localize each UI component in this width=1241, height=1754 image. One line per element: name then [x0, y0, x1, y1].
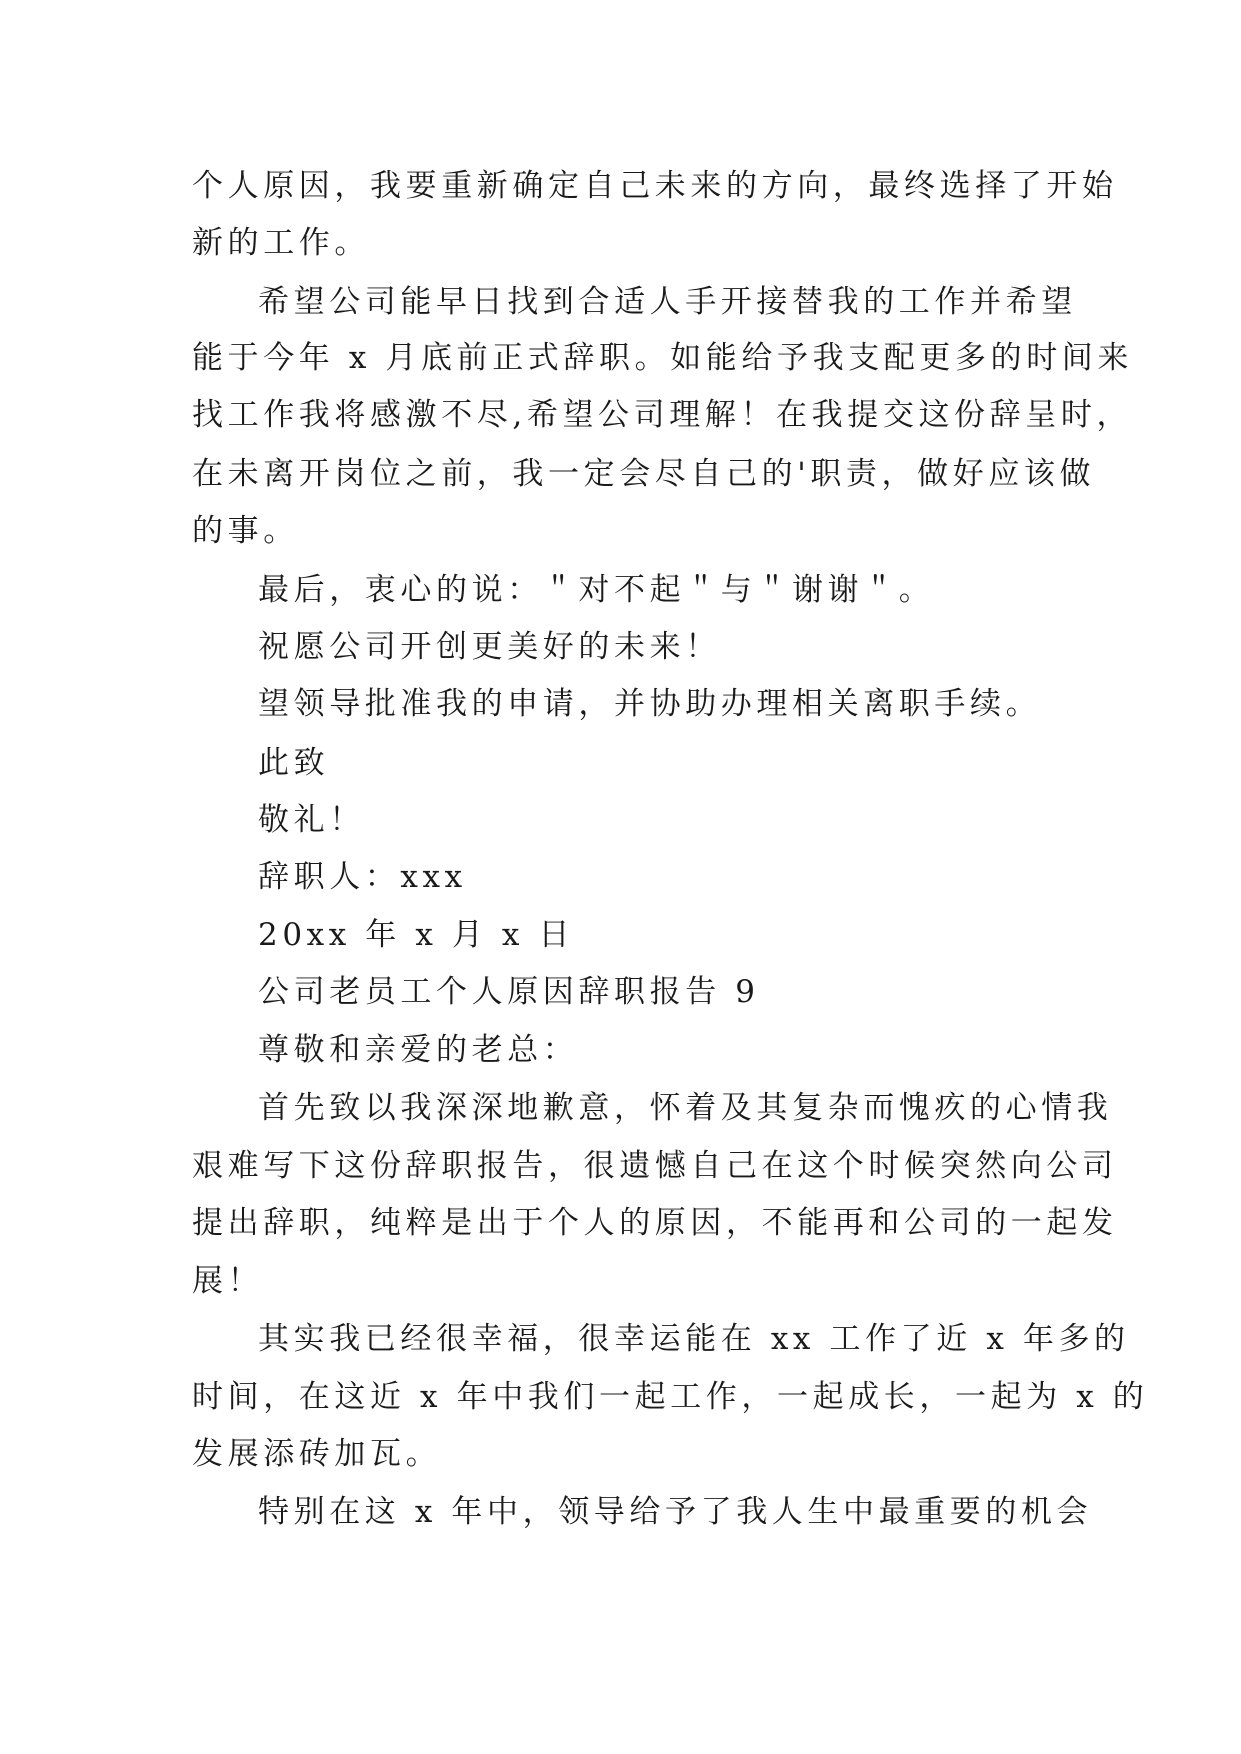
date-line: 20xx 年 x 月 x 日: [258, 917, 575, 953]
section-title: 公司老员工个人原因辞职报告 9: [258, 974, 760, 1010]
text-line: 首先致以我深深地歉意，怀着及其复杂而愧疚的心情我: [258, 1090, 1113, 1126]
salutation: 尊敬和亲爱的老总：: [258, 1032, 579, 1068]
text-line: 个人原因，我要重新确定自己未来的方向，最终选择了开始: [192, 168, 1118, 204]
text-line: 祝愿公司开创更美好的未来！: [258, 629, 721, 665]
text-line: 艰难写下这份辞职报告，很遗憾自己在这个时候突然向公司: [192, 1148, 1118, 1184]
text-line: 发展添砖加瓦。: [192, 1436, 442, 1472]
text-line: 希望公司能早日找到合适人手开接替我的工作并希望: [258, 284, 1077, 320]
text-line: 特别在这 x 年中，领导给予了我人生中最重要的机会: [258, 1494, 1093, 1530]
text-line: 找工作我将感激不尽,希望公司理解！在我提交这份辞呈时，: [192, 397, 1133, 433]
text-line: 时间，在这近 x 年中我们一起工作，一起成长，一起为 x 的: [192, 1379, 1149, 1415]
text-line: 此致: [258, 745, 330, 781]
text-line: 其实我已经很幸福，很幸运能在 xx 工作了近 x 年多的: [258, 1321, 1130, 1357]
text-line: 新的工作。: [192, 225, 370, 261]
text-line: 提出辞职，纯粹是出于个人的原因，不能再和公司的一起发: [192, 1205, 1118, 1241]
text-line: 的事。: [192, 513, 299, 549]
text-line: 展！: [192, 1263, 264, 1299]
text-line: 能于今年 x 月底前正式辞职。如能给予我支配更多的时间来: [192, 340, 1133, 376]
text-line: 望领导批准我的申请，并协助办理相关离职手续。: [258, 686, 1042, 722]
text-line: 敬礼！: [258, 802, 365, 838]
text-line: 在未离开岗位之前，我一定会尽自己的'职责，做好应该做: [192, 456, 1096, 492]
signer-line: 辞职人：xxx: [258, 859, 467, 895]
text-line: 最后，衷心的说：＂对不起＂与＂谢谢＂。: [258, 572, 935, 608]
